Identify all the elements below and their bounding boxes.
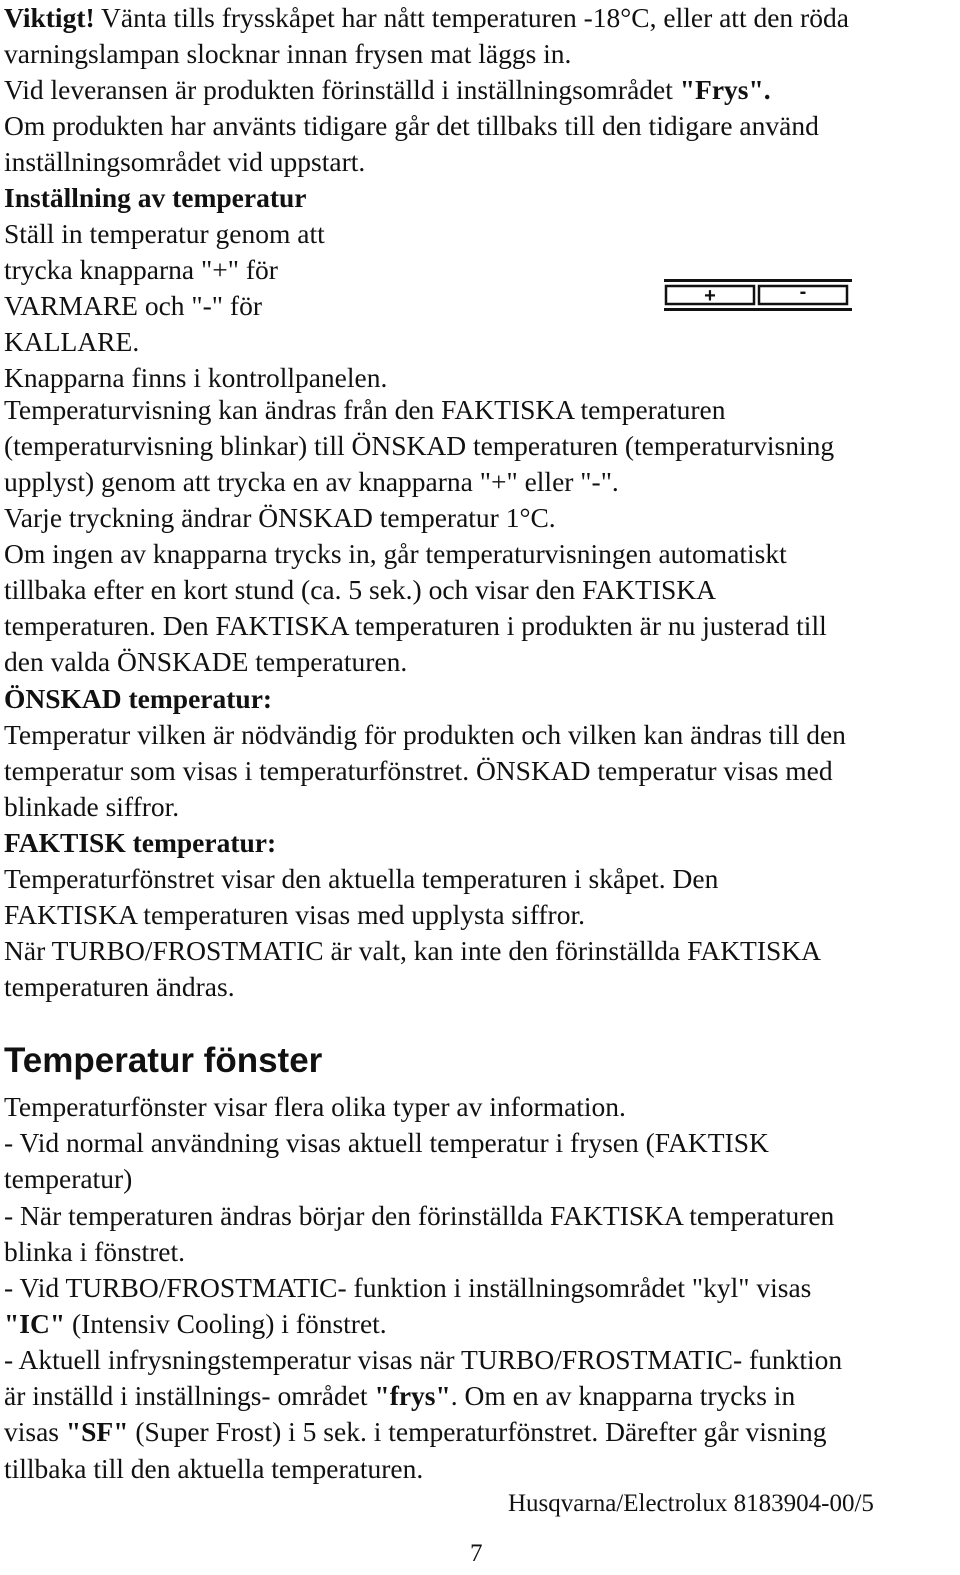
text-line: Varje tryckning ändrar ÖNSKAD temperatur 1°C.	[4, 502, 556, 533]
text-line: Knapparna finns i kontrollpanelen.	[4, 362, 388, 393]
text-line: - Vid TURBO/FROSTMATIC- funktion i inställningsområdet "kyl" visas	[4, 1272, 812, 1303]
document-footer: Husqvarna/Electrolux 8183904-00/5	[508, 1490, 874, 1517]
plus-label: +	[704, 285, 716, 307]
panel-top-edge	[664, 279, 852, 282]
text-line: Temperaturfönster visar flera olika typer av information.	[4, 1091, 626, 1122]
text-line: temperatur)	[4, 1163, 133, 1194]
text-line: Ställ in temperatur genom att	[4, 218, 325, 249]
text-line: KALLARE.	[4, 326, 140, 357]
text-line: "IC" (Intensiv Cooling) i fönstret.	[4, 1308, 387, 1339]
warning-label: Viktigt!	[4, 2, 95, 33]
minus-label: -	[799, 281, 807, 303]
panel-bottom-edge	[664, 308, 852, 311]
text-line: Vid leveransen är produkten förinställd i inställningsområdet "Frys".	[4, 74, 771, 105]
text-line: Temperaturvisning kan ändras från den FAKTISKA temperaturen	[4, 394, 726, 425]
subheading-actual: FAKTISK temperatur:	[4, 827, 277, 858]
text-line: temperatur som visas i temperaturfönstret. ÖNSKAD temperatur visas med	[4, 755, 833, 786]
text-line: (temperaturvisning blinkar) till ÖNSKAD temperaturen (temperaturvisning	[4, 430, 835, 461]
text-line: - När temperaturen ändras börjar den förinställda FAKTISKA temperaturen	[4, 1200, 835, 1231]
text-line: blinkade siffror.	[4, 791, 180, 822]
text-line: Temperatur vilken är nödvändig för produkten och vilken kan ändras till den	[4, 719, 846, 750]
text-line: Om produkten har använts tidigare går det tillbaks till den tidigare använd	[4, 110, 819, 141]
page-number: 7	[470, 1540, 483, 1567]
section-title: Temperatur fönster	[4, 1041, 323, 1080]
text-line: varningslampan slocknar innan frysen mat läggs in.	[4, 38, 572, 69]
text-line: När TURBO/FROSTMATIC är valt, kan inte den förinställda FAKTISKA	[4, 935, 822, 966]
control-panel-illustration	[664, 279, 852, 313]
text-line: tillbaka efter en kort stund (ca. 5 sek.) och visar den FAKTISKA	[4, 574, 717, 605]
text-line: är inställd i inställnings- området "frys". Om en av knapparna trycks in	[4, 1380, 796, 1411]
text-line: upplyst) genom att trycka en av knapparna "+" eller "-".	[4, 466, 619, 497]
text-line: tillbaka till den aktuella temperaturen.	[4, 1453, 424, 1484]
text-line: trycka knapparna "+" för	[4, 254, 278, 285]
subheading-desired: ÖNSKAD temperatur:	[4, 683, 273, 714]
text-line: Om ingen av knapparna trycks in, går temperaturvisningen automatiskt	[4, 538, 787, 569]
section-heading: Inställning av temperatur	[4, 182, 307, 213]
text-line: - Aktuell infrysningstemperatur visas när TURBO/FROSTMATIC- funktion	[4, 1344, 843, 1375]
text-line: blinka i fönstret.	[4, 1236, 186, 1267]
text-line: temperaturen ändras.	[4, 971, 235, 1002]
text-line: temperaturen. Den FAKTISKA temperaturen i produkten är nu justerad till	[4, 610, 827, 641]
warning-line: Viktigt! Vänta tills frysskåpet har nått temperaturen -18°C, eller att den röda	[4, 2, 849, 33]
text-line: - Vid normal användning visas aktuell temperatur i frysen (FAKTISK	[4, 1127, 769, 1158]
text-line: VARMARE och "-" för	[4, 290, 262, 321]
text-line: den valda ÖNSKADE temperaturen.	[4, 646, 408, 677]
text-line: Temperaturfönstret visar den aktuella temperaturen i skåpet. Den	[4, 863, 719, 894]
text-line: FAKTISKA temperaturen visas med upplysta siffror.	[4, 899, 585, 930]
text-line: inställningsområdet vid uppstart.	[4, 146, 366, 177]
text-line: visas "SF" (Super Frost) i 5 sek. i temperaturfönstret. Därefter går visning	[4, 1416, 827, 1447]
